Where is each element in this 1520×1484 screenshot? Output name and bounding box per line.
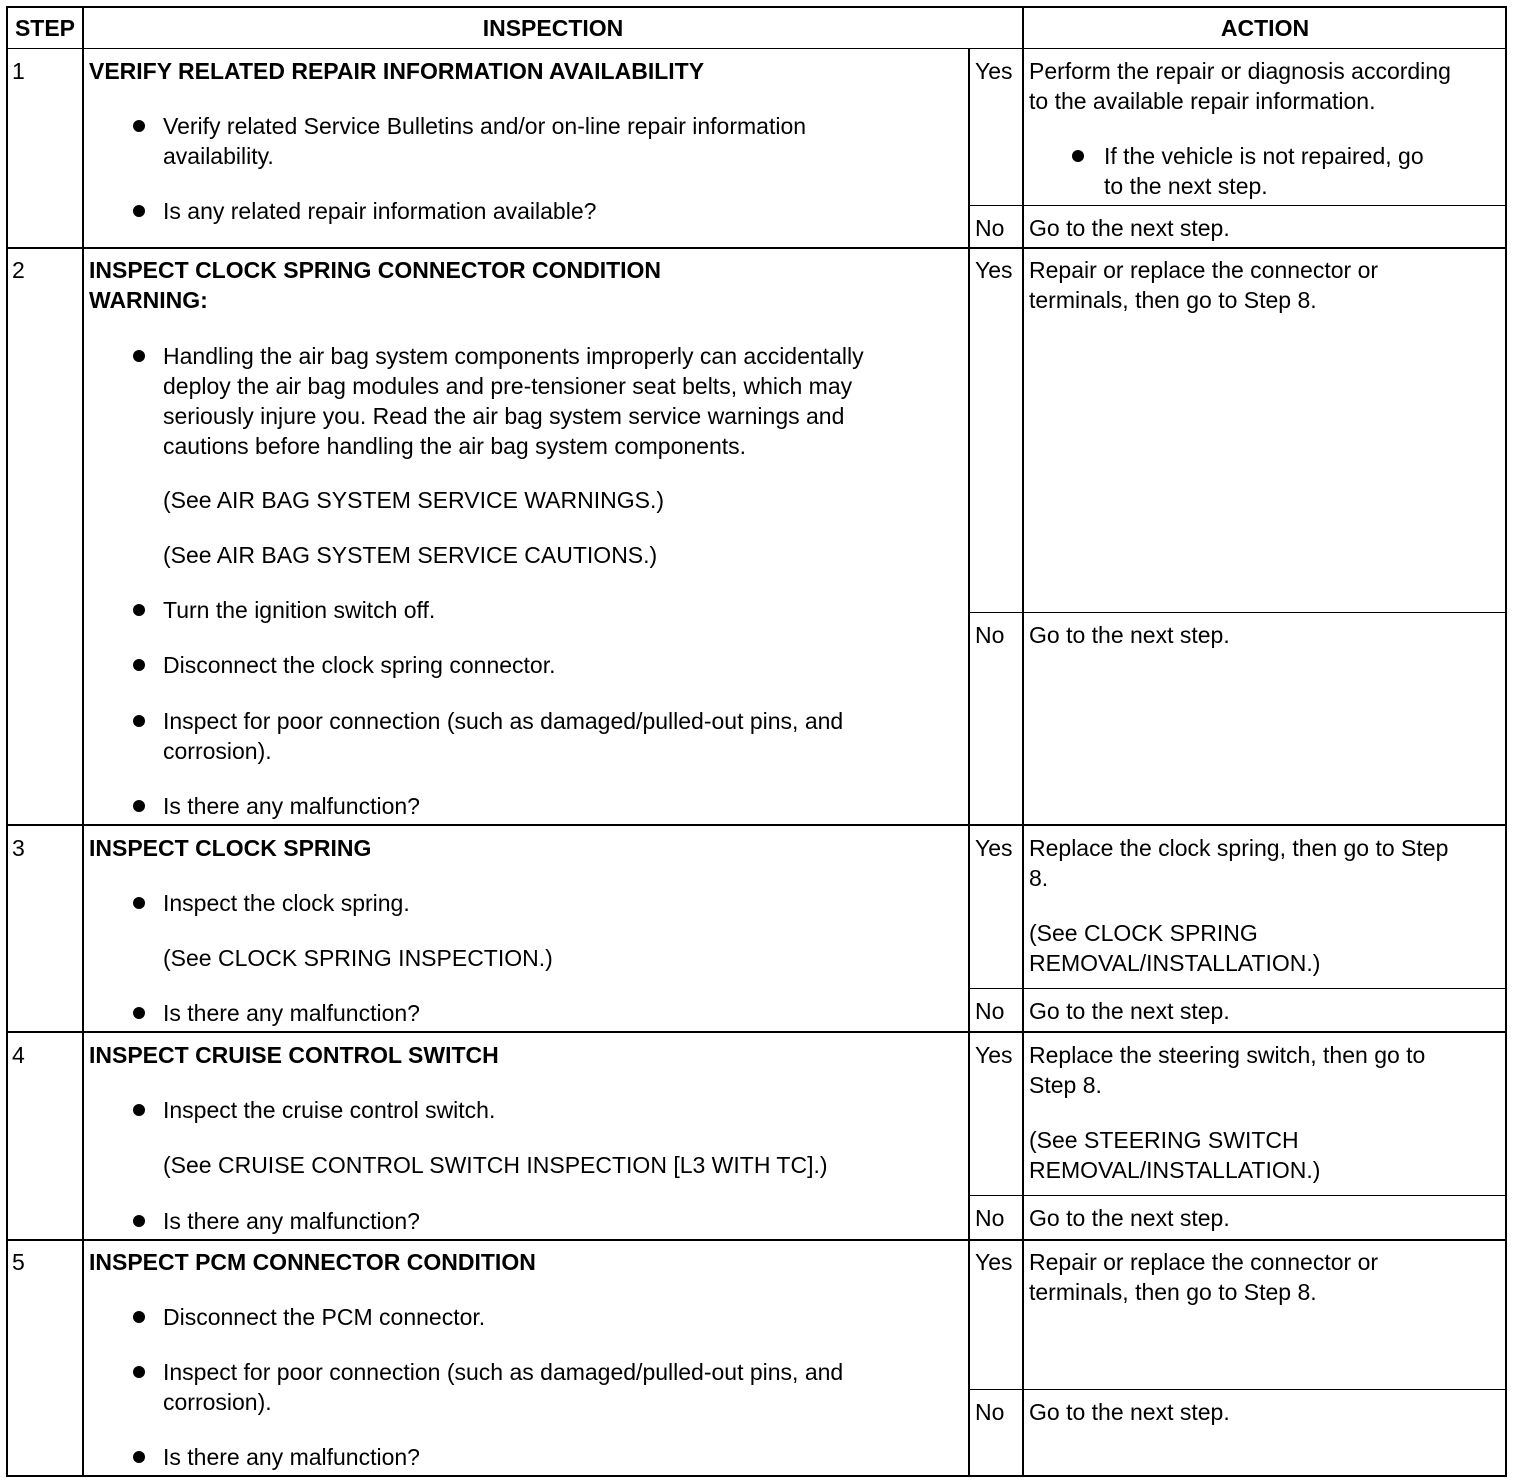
step-title: INSPECT CLOCK SPRING CONNECTOR CONDITION bbox=[89, 257, 662, 283]
no-action: Go to the next step. bbox=[1029, 622, 1230, 648]
yes-action: 8. bbox=[1029, 865, 1049, 891]
bullet-icon bbox=[133, 1007, 145, 1019]
header-action: ACTION bbox=[1220, 15, 1310, 41]
row-divider-2 bbox=[7, 824, 1506, 826]
step-number: 3 bbox=[12, 835, 25, 861]
row-divider-1 bbox=[7, 247, 1506, 249]
inspection-item: deploy the air bag modules and pre-tensioner seat belts, which may bbox=[163, 373, 853, 399]
yes-action: Step 8. bbox=[1029, 1072, 1102, 1098]
header-divider bbox=[7, 48, 1506, 49]
yes-action-bullet: to the next step. bbox=[1104, 173, 1268, 199]
inspection-item: Inspect for poor connection (such as damaged/pulled-out pins, and bbox=[163, 1359, 844, 1385]
step-title: INSPECT CRUISE CONTROL SWITCH bbox=[89, 1042, 499, 1068]
yes-reference: (See CLOCK SPRING bbox=[1029, 920, 1258, 946]
yes-action: Repair or replace the connector or bbox=[1029, 257, 1379, 283]
bullet-icon bbox=[133, 659, 145, 671]
step-number: 5 bbox=[12, 1249, 25, 1275]
yes-action: Replace the steering switch, then go to bbox=[1029, 1042, 1426, 1068]
bullet-icon bbox=[133, 1366, 145, 1378]
step-title: INSPECT CLOCK SPRING bbox=[89, 835, 372, 861]
bullet-icon bbox=[133, 120, 145, 132]
yes-action-bullet: If the vehicle is not repaired, go bbox=[1104, 143, 1424, 169]
yes-label: Yes bbox=[975, 257, 1013, 283]
yesno-divider-5 bbox=[968, 1389, 1506, 1390]
inspection-item: Verify related Service Bulletins and/or on-line repair information bbox=[163, 113, 807, 139]
inspection-item: Turn the ignition switch off. bbox=[163, 597, 436, 623]
bullet-icon bbox=[133, 1104, 145, 1116]
no-label: No bbox=[975, 998, 1005, 1024]
step-number: 1 bbox=[12, 58, 25, 84]
yes-label: Yes bbox=[975, 835, 1013, 861]
bullet-icon bbox=[133, 1311, 145, 1323]
no-label: No bbox=[975, 1399, 1005, 1425]
no-action: Go to the next step. bbox=[1029, 998, 1230, 1024]
inspection-item: Inspect for poor connection (such as damaged/pulled-out pins, and bbox=[163, 708, 844, 734]
reference-text: (See CRUISE CONTROL SWITCH INSPECTION [L3 WITH TC].) bbox=[163, 1152, 828, 1178]
yes-reference: REMOVAL/INSTALLATION.) bbox=[1029, 1157, 1321, 1183]
no-action: Go to the next step. bbox=[1029, 215, 1230, 241]
row-divider-3 bbox=[7, 1031, 1506, 1033]
inspection-item: Inspect the clock spring. bbox=[163, 890, 410, 916]
inspection-item: Is there any malfunction? bbox=[163, 1208, 420, 1234]
yes-label: Yes bbox=[975, 58, 1013, 84]
yesno-divider-4 bbox=[968, 1195, 1506, 1196]
reference-text: (See AIR BAG SYSTEM SERVICE WARNINGS.) bbox=[163, 487, 665, 513]
row-divider-4 bbox=[7, 1239, 1506, 1241]
bullet-icon bbox=[133, 897, 145, 909]
inspection-item: Is any related repair information available? bbox=[163, 198, 597, 224]
header-inspection: INSPECTION bbox=[482, 15, 624, 41]
step-number: 4 bbox=[12, 1042, 25, 1068]
step-title: INSPECT PCM CONNECTOR CONDITION bbox=[89, 1249, 536, 1275]
bullet-icon bbox=[133, 715, 145, 727]
bullet-icon bbox=[1072, 150, 1084, 162]
step-number: 2 bbox=[12, 257, 25, 283]
inspection-item: Inspect the cruise control switch. bbox=[163, 1097, 496, 1123]
bullet-icon bbox=[133, 800, 145, 812]
step-title: VERIFY RELATED REPAIR INFORMATION AVAILABILITY bbox=[89, 58, 705, 84]
inspection-item: Handling the air bag system components improperly can accidentally bbox=[163, 343, 864, 369]
yes-action: terminals, then go to Step 8. bbox=[1029, 1279, 1317, 1305]
bullet-icon bbox=[133, 1451, 145, 1463]
yesno-divider-2 bbox=[968, 612, 1506, 613]
col-divider-step bbox=[82, 7, 84, 1476]
yes-reference: (See STEERING SWITCH bbox=[1029, 1127, 1299, 1153]
bullet-icon bbox=[133, 1215, 145, 1227]
yes-label: Yes bbox=[975, 1249, 1013, 1275]
bullet-icon bbox=[133, 604, 145, 616]
header-step: STEP bbox=[14, 15, 76, 41]
yes-action: Replace the clock spring, then go to Step bbox=[1029, 835, 1449, 861]
yes-action: to the available repair information. bbox=[1029, 88, 1376, 114]
inspection-item: corrosion). bbox=[163, 1389, 272, 1415]
warning-label: WARNING: bbox=[89, 287, 208, 313]
col-divider-yesno bbox=[968, 48, 970, 1476]
col-divider-action bbox=[1022, 7, 1024, 1476]
no-label: No bbox=[975, 1205, 1005, 1231]
bullet-icon bbox=[133, 205, 145, 217]
inspection-item: seriously injure you. Read the air bag system service warnings and bbox=[163, 403, 845, 429]
bullet-icon bbox=[133, 350, 145, 362]
inspection-item: Is there any malfunction? bbox=[163, 1444, 420, 1470]
no-label: No bbox=[975, 622, 1005, 648]
inspection-item: availability. bbox=[163, 143, 274, 169]
inspection-item: cautions before handling the air bag system components. bbox=[163, 433, 747, 459]
yes-action: terminals, then go to Step 8. bbox=[1029, 287, 1317, 313]
no-action: Go to the next step. bbox=[1029, 1399, 1230, 1425]
no-action: Go to the next step. bbox=[1029, 1205, 1230, 1231]
yes-action: Repair or replace the connector or bbox=[1029, 1249, 1379, 1275]
inspection-item: Is there any malfunction? bbox=[163, 1000, 420, 1026]
no-label: No bbox=[975, 215, 1005, 241]
yes-reference: REMOVAL/INSTALLATION.) bbox=[1029, 950, 1321, 976]
inspection-item: corrosion). bbox=[163, 738, 272, 764]
reference-text: (See AIR BAG SYSTEM SERVICE CAUTIONS.) bbox=[163, 542, 658, 568]
reference-text: (See CLOCK SPRING INSPECTION.) bbox=[163, 945, 553, 971]
yes-label: Yes bbox=[975, 1042, 1013, 1068]
inspection-item: Disconnect the clock spring connector. bbox=[163, 652, 556, 678]
yesno-divider-3 bbox=[968, 988, 1506, 989]
yes-action: Perform the repair or diagnosis according bbox=[1029, 58, 1451, 84]
inspection-item: Disconnect the PCM connector. bbox=[163, 1304, 486, 1330]
inspection-item: Is there any malfunction? bbox=[163, 793, 420, 819]
yesno-divider-1 bbox=[968, 205, 1506, 206]
